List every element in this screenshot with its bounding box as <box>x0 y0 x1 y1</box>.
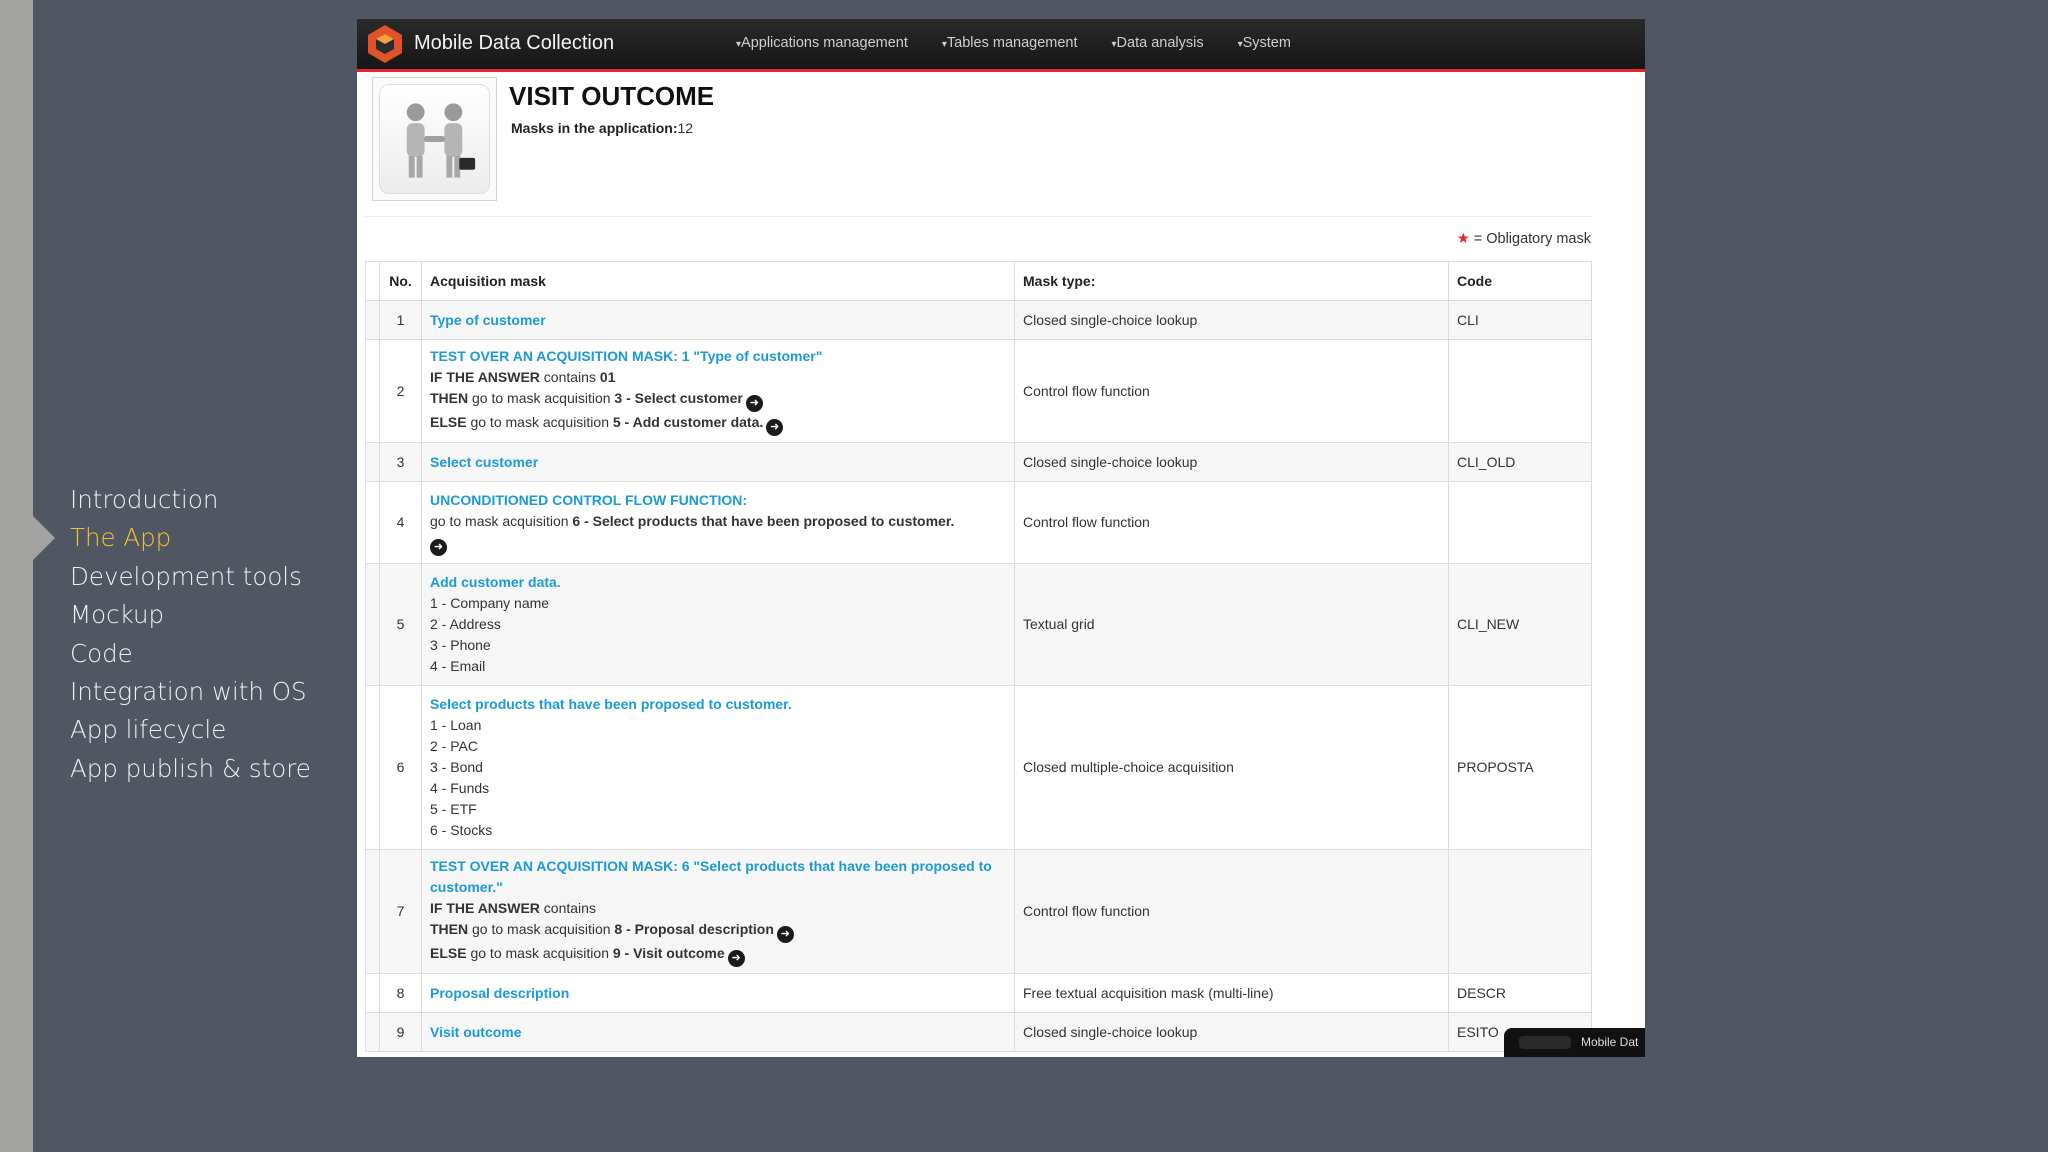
mask-type: Control flow function <box>1015 850 1449 974</box>
table-row <box>366 482 1592 564</box>
obligatory-legend <box>1442 231 1591 247</box>
header-code: Code <box>1449 262 1592 301</box>
mask-code: ESITO <box>1449 1013 1592 1052</box>
table-row <box>366 1013 1592 1052</box>
goto-arrow-icon[interactable]: ➜ <box>777 926 794 943</box>
menu-data-analysis[interactable]: ▾ Data analysis <box>1112 35 1204 51</box>
legend-text: = Obligatory mask <box>1469 231 1591 247</box>
nav-item-publish[interactable]: App publish & store <box>70 753 311 783</box>
mask-code <box>1449 482 1592 564</box>
nav-item-integration[interactable]: Integration with OS <box>70 677 307 707</box>
nav-item-the-app[interactable]: The App <box>70 523 172 553</box>
mask-code: CLI_NEW <box>1449 564 1592 686</box>
main-menu <box>736 35 1325 51</box>
mask-link[interactable]: TEST OVER AN ACQUISITION MASK: 6 "Select products that have been proposed to customer." <box>430 858 992 895</box>
star-icon: ★ <box>1456 231 1470 247</box>
mask-type: Textual grid <box>1015 564 1449 686</box>
row-no: 5 <box>380 564 422 686</box>
row-no: 9 <box>380 1013 422 1052</box>
thumbnail-label: Mobile Dat <box>1581 1035 1639 1049</box>
mask-code: PROPOSTA <box>1449 686 1592 850</box>
option-item: 2 - PAC <box>430 738 478 754</box>
masks-table <box>365 261 1592 1052</box>
mask-link[interactable]: Add customer data. <box>430 574 561 590</box>
mask-code: CLI <box>1449 301 1592 340</box>
table-header-row <box>366 262 1592 301</box>
goto-arrow-icon[interactable]: ➜ <box>766 419 783 436</box>
nav-item-lifecycle[interactable]: App lifecycle <box>70 715 227 745</box>
table-row <box>366 340 1592 443</box>
row-no: 8 <box>380 974 422 1013</box>
header-acquisition-mask: Acquisition mask <box>422 262 1015 301</box>
mask-link[interactable]: Select customer <box>430 453 539 470</box>
cube-logo-icon <box>365 24 405 64</box>
row-no: 3 <box>380 443 422 482</box>
table-row <box>366 974 1592 1013</box>
table-row <box>366 301 1592 340</box>
divider <box>365 216 1591 217</box>
condition-line: IF THE ANSWER contains <box>430 900 596 916</box>
masks-count <box>511 120 693 136</box>
app-image <box>372 77 497 201</box>
mask-type: Free textual acquisition mask (multi-line) <box>1015 974 1449 1013</box>
row-no: 1 <box>380 301 422 340</box>
then-line: THEN go to mask acquisition 3 - Select customer ➜ <box>430 388 1006 412</box>
mask-code <box>1449 850 1592 974</box>
mask-type: Closed single-choice lookup <box>1015 1013 1449 1052</box>
condition-line: IF THE ANSWER contains 01 <box>430 369 616 385</box>
option-item: 3 - Bond <box>430 759 483 775</box>
masks-count-value: 12 <box>677 120 694 136</box>
nav-item-code[interactable]: Code <box>70 638 133 668</box>
option-item: 4 - Funds <box>430 780 490 796</box>
else-line: ELSE go to mask acquisition 5 - Add customer data. ➜ <box>430 412 1006 436</box>
else-line: ELSE go to mask acquisition 9 - Visit outcome ➜ <box>430 943 1006 967</box>
mask-link[interactable]: Type of customer <box>430 311 546 328</box>
mask-type: Control flow function <box>1015 482 1449 564</box>
row-no: 6 <box>380 686 422 850</box>
row-no: 7 <box>380 850 422 974</box>
row-no: 2 <box>380 340 422 443</box>
mask-link[interactable]: Select products that have been proposed to customer. <box>430 696 792 712</box>
goto-line: go to mask acquisition 6 - Select products that have been proposed to customer. <box>430 512 955 529</box>
field-item: 1 - Company name <box>430 595 550 611</box>
table-row <box>366 443 1592 482</box>
slide-nav <box>70 481 311 788</box>
table-row <box>366 686 1592 850</box>
mask-type: Closed single-choice lookup <box>1015 443 1449 482</box>
mask-link[interactable]: UNCONDITIONED CONTROL FLOW FUNCTION: <box>430 491 748 508</box>
option-item: 6 - Stocks <box>430 822 493 838</box>
active-pointer <box>33 516 55 560</box>
table-row <box>366 564 1592 686</box>
nav-item-mockup[interactable]: Mockup <box>70 600 165 630</box>
nav-item-introduction[interactable]: Introduction <box>70 485 219 514</box>
menu-applications[interactable]: ▾ Applications management <box>736 35 908 51</box>
field-item: 2 - Address <box>430 616 501 632</box>
field-item: 4 - Email <box>430 658 486 674</box>
menu-tables[interactable]: ▾ Tables management <box>942 35 1078 51</box>
mask-type: Closed single-choice lookup <box>1015 301 1449 340</box>
mask-code: CLI_OLD <box>1449 443 1592 482</box>
nav-item-development-tools[interactable]: Development tools <box>70 561 302 591</box>
page-title: VISIT OUTCOME <box>509 81 715 111</box>
window-thumbnail[interactable] <box>1504 1028 1645 1057</box>
masks-label: Masks in the application: <box>511 120 678 136</box>
goto-arrow-icon[interactable]: ➜ <box>746 395 763 412</box>
option-item: 5 - ETF <box>430 801 477 817</box>
app-title: Mobile Data Collection <box>414 32 615 54</box>
mask-link[interactable]: Visit outcome <box>430 1023 522 1040</box>
then-line: THEN go to mask acquisition 8 - Proposal description ➜ <box>430 919 1006 943</box>
field-item: 3 - Phone <box>430 637 491 653</box>
app-screenshot <box>357 19 1645 1057</box>
handshake-icon <box>380 85 489 193</box>
mask-type: Closed multiple-choice acquisition <box>1015 686 1449 850</box>
header-mask-type: Mask type: <box>1015 262 1449 301</box>
mask-link[interactable]: Proposal description <box>430 984 570 1001</box>
table-row <box>366 850 1592 974</box>
goto-arrow-icon[interactable]: ➜ <box>430 539 447 556</box>
row-no: 4 <box>380 482 422 564</box>
mask-code: DESCR <box>1449 974 1592 1013</box>
top-navbar <box>357 19 1645 72</box>
thumbnail-bar <box>1519 1036 1571 1049</box>
header-no: No. <box>380 262 422 301</box>
goto-arrow-icon[interactable]: ➜ <box>728 950 745 967</box>
left-strip <box>0 0 33 1152</box>
mask-link[interactable]: TEST OVER AN ACQUISITION MASK: 1 "Type of customer" <box>430 348 823 364</box>
menu-system[interactable]: ▾ System <box>1238 35 1291 51</box>
option-item: 1 - Loan <box>430 717 482 733</box>
mask-code <box>1449 340 1592 443</box>
mask-type: Control flow function <box>1015 340 1449 443</box>
